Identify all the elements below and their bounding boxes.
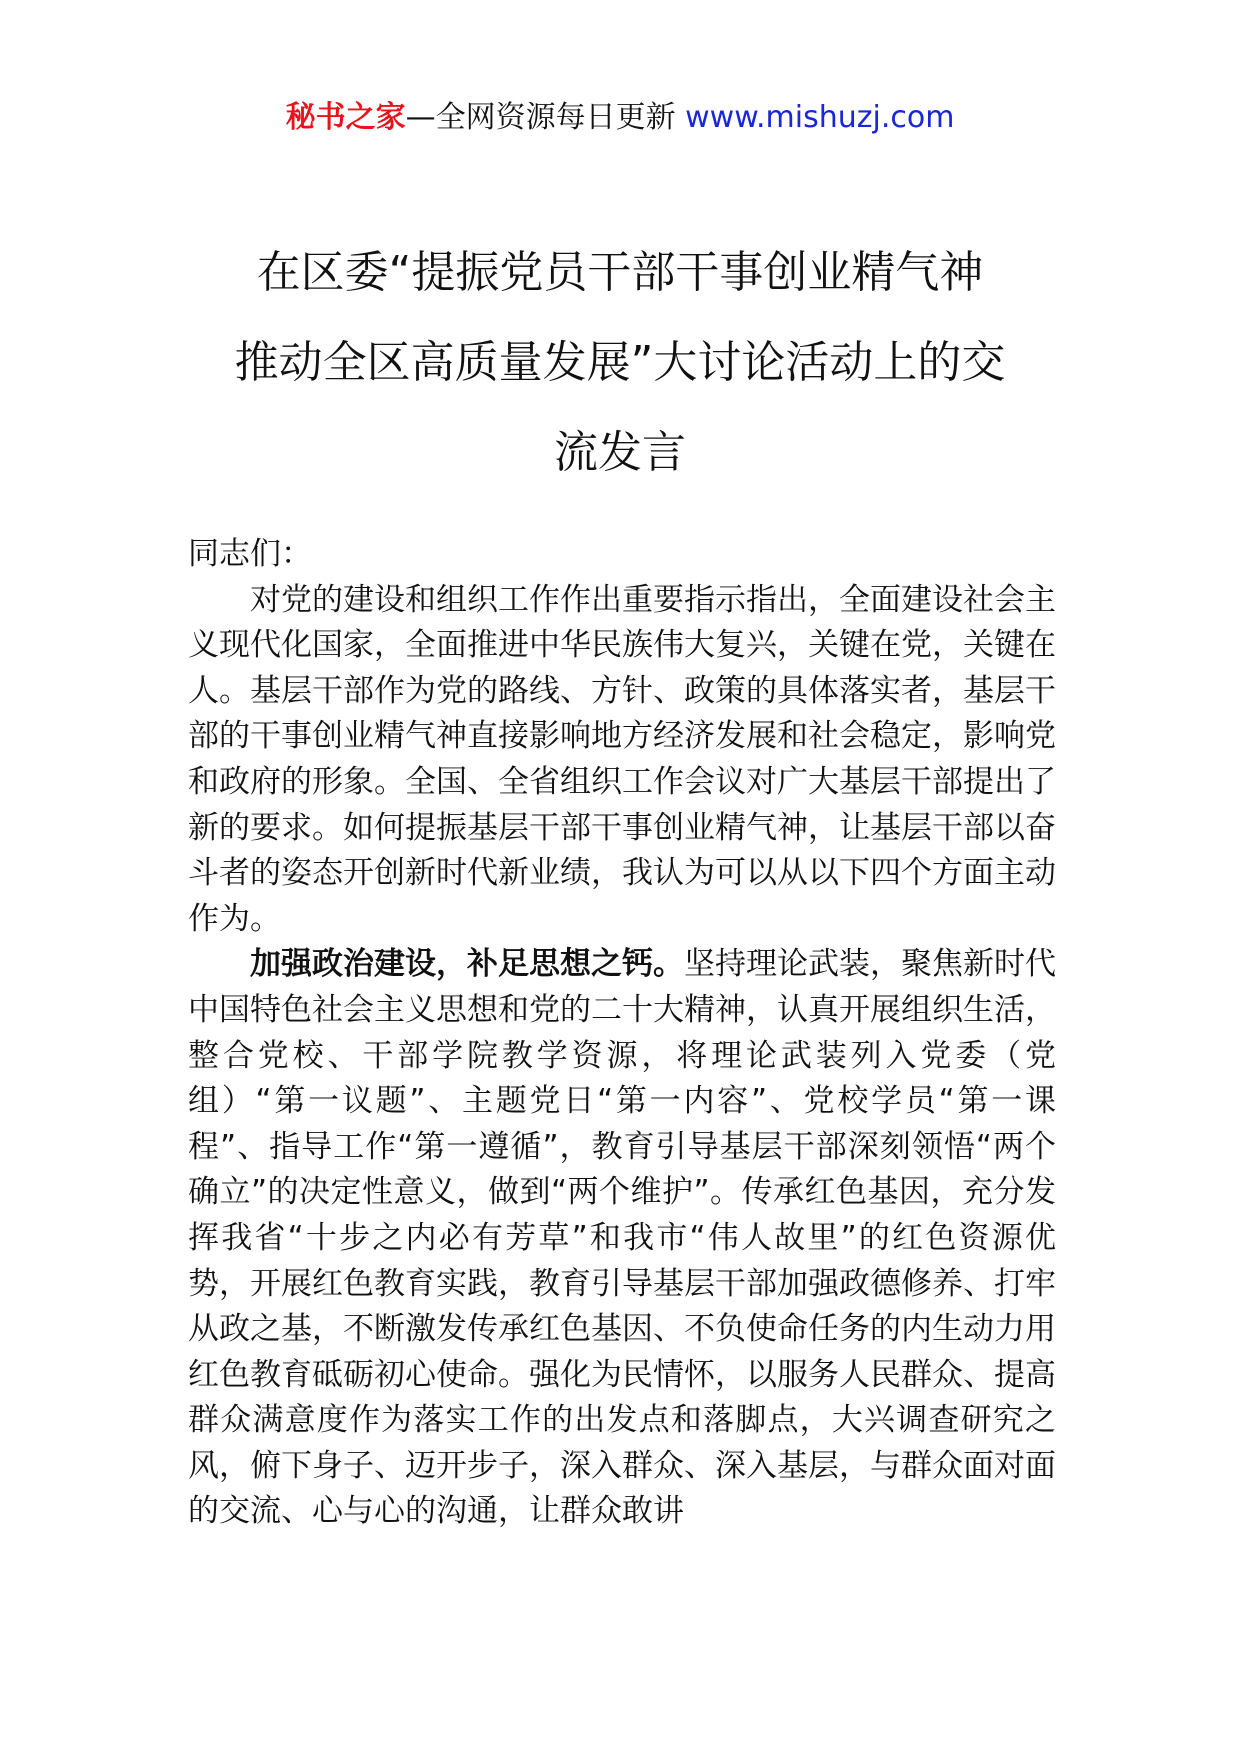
header-slogan: —全网资源每日更新: [405, 100, 686, 135]
paragraph-text: 坚持理论武装，聚焦新时代中国特色社会主义思想和党的二十大精神，认真开展组织生活，整合党校、干部学院教学资源，将理论武装列入党委（党组）“第一议题”、主题党日“第一内容”、党校学员“第一课程”、指导工作“第一遵循”，教育引导基层干部深刻领悟“两个确立”的决定性意义，做到“两个维护”。传承红色基因，充分发挥我省“十步之内必有芳草”和我市“伟人故里”的红色资源优势，开展红色教育实践，教育引导基层干部加强政德修养、打牢从政之基，不断激发传承红色基因、不负使命任务的内生动力用红色教育砥砺初心使命。强化为民情怀，以服务人民群众、提高群众满意度作为落实工作的出发点和落脚点，大兴调查研究之风，俯下身子、迈开步子，深入群众、深入基层，与群众面对面的交流、心与心的沟通，让群众敢讲: [188, 946, 1056, 1530]
paragraph-intro: 对党的建设和组织工作作出重要指示指出，全面建设社会主义现代化国家，全面推进中华民族伟大复兴，关键在党，关键在人。基层干部作为党的路线、方针、政策的具体落实者，基层干部的干事创业精气神直接影响地方经济发展和社会稳定，影响党和政府的形象。全国、全省组织工作会议对广大基层干部提出了新的要求。如何提振基层干部干事创业精气神，让基层干部以奋斗者的姿态开创新时代新业绩，我认为可以从以下四个方面主动作为。: [188, 581, 1056, 937]
title-line: 流发言: [554, 427, 686, 478]
title-line: 推动全区高质量发展”大讨论活动上的交: [234, 337, 1006, 388]
site-header: [0, 98, 1240, 138]
document-title: [150, 228, 1090, 498]
document-body: [188, 532, 1056, 1535]
paragraph-political-building: [188, 942, 1056, 1535]
salutation: 同志们：: [188, 536, 312, 572]
paragraph-lead: 加强政治建设，补足思想之钙。: [250, 946, 684, 983]
title-line: 在区委“提振党员干部干事创业精气神: [256, 247, 984, 298]
site-url-link[interactable]: www.mishuzj.com: [685, 100, 955, 135]
brand-name: 秘书之家: [285, 100, 406, 135]
